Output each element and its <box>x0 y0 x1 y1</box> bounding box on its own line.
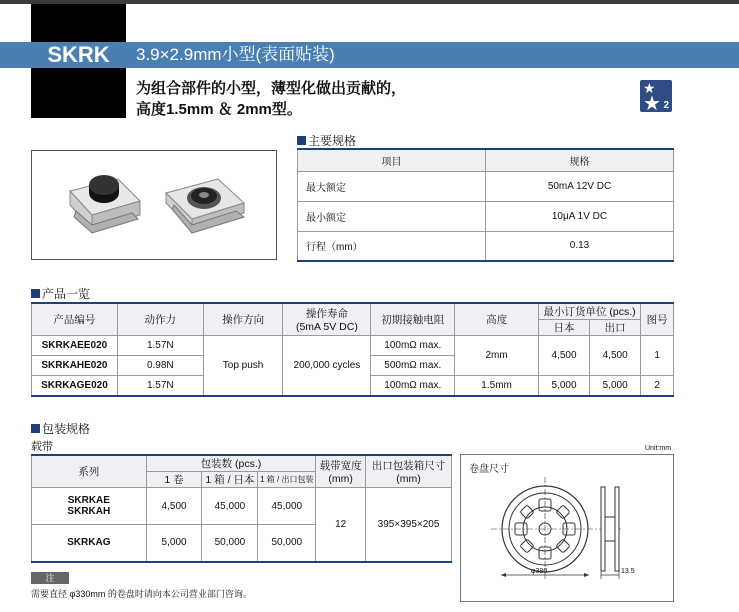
product-photo <box>31 150 277 260</box>
tagline-line-2: 高度1.5mm ＆ 2mm型。 <box>136 101 302 118</box>
product-list-heading: 产品一览 <box>31 285 90 302</box>
page-subtitle: 3.9×2.9mm小型(表面贴装) <box>136 45 335 64</box>
spec-col-item: 项目 <box>298 149 486 171</box>
reel-width-label: 13.5 <box>621 568 635 575</box>
section-square-icon <box>31 424 40 433</box>
table-row: SKRKAEE020 1.57N Top push 200,000 cycles 100mΩ max. 2mm 4,500 4,500 1 <box>32 336 674 356</box>
table-row: SKRKAHE020 0.98N 500mΩ max. <box>32 356 674 376</box>
section-square-icon <box>297 136 306 145</box>
model-name: SKRK <box>47 42 110 67</box>
table-row: SKRKAGE020 1.57N 100mΩ max. 1.5mm 5,000 5,000 2 <box>32 376 674 396</box>
table-row: SKRKAG 5,000 50,000 50,000 <box>32 525 452 562</box>
switch-top-push-image <box>70 175 140 233</box>
table-row: 最小额定 10μA 1V DC <box>298 201 674 231</box>
badge-number: 2 <box>663 100 669 111</box>
reel-dimension-box <box>460 454 674 602</box>
star-icon: ★ <box>643 93 661 115</box>
carrier-tape-label: 载带 <box>31 441 53 453</box>
section-square-icon <box>31 289 40 298</box>
table-row: SKRKAE SKRKAH 4,500 45,000 45,000 12 395×395×205 <box>32 488 452 525</box>
tagline-line-1: 为组合部件的小型，薄型化做出贡献的， <box>136 80 407 97</box>
table-row: 行程（mm） 0.13 <box>298 231 674 261</box>
switch-low-profile-image <box>166 179 244 233</box>
spec-col-spec: 规格 <box>486 149 674 171</box>
note-text: 需要直径 φ330mm 的卷盘时请向本公司营业部门咨询。 <box>31 589 252 599</box>
switch-illustration <box>32 151 276 259</box>
reel-diameter-label: φ380 <box>531 568 548 575</box>
packaging-heading: 包装规格 <box>31 420 90 437</box>
reel-drawing <box>461 455 673 601</box>
spec-heading: 主要规格 <box>297 132 356 149</box>
packaging-table: 系列 包装数 (pcs.) 载带宽度 (mm) 出口包装箱尺寸 (mm) 1 卷 1 箱 / 日本 1 箱 / 出口包装 SKRKAE SKRKAH 4,500 45,000 45,000 12 395×395×205 SKRKAG 5,000 50,000 50,000 <box>31 454 452 563</box>
reel-title: 卷盘尺寸 <box>469 464 509 475</box>
note-tag: 注 <box>31 572 69 584</box>
table-row: 最大额定 50mA 12V DC <box>298 171 674 201</box>
unit-label: Unit:mm <box>645 445 672 452</box>
spec-table <box>297 148 674 262</box>
tagline <box>136 78 406 120</box>
star-icon: ★ <box>643 80 656 96</box>
rating-badge <box>640 80 672 115</box>
product-table: 产品编号 动作力 操作方向 操作寿命 (5mA 5V DC) 初期接触电阻 高度 最小订货单位 (pcs.) 图号 日本 出口 SKRKAEE020 1.57N Top push 200,000 cycles 100mΩ max. 2mm 4,500 4,500 1 SKRKAHE020 0.98N 500mΩ max. SKRKAGE020 1.57N 100mΩ max. 1.5mm 5,000 5,000 2 <box>31 302 674 397</box>
